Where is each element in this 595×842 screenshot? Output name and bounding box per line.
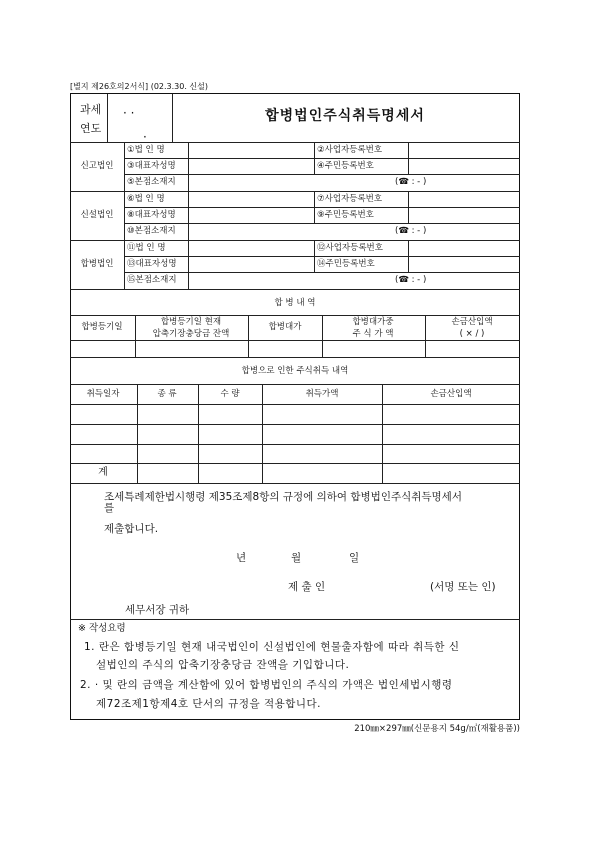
divider	[314, 240, 315, 272]
divider	[262, 384, 263, 483]
divider	[70, 191, 520, 192]
instruction-2b: 제72조제1항제4호 단서의 규정을 적용합니다.	[96, 698, 322, 710]
new-corp-address-label: ⑩본점소재지	[127, 226, 176, 236]
merged-rep-name-label: ⑬대표자성명	[127, 259, 177, 269]
reserve-balance-header-1: 합병등기일 현재	[160, 317, 222, 327]
divider	[124, 142, 125, 289]
date-year-label: 년	[236, 552, 247, 564]
paper-spec: 210㎜×297㎜(신문용지 54g/㎡(재활용품))	[354, 724, 520, 734]
reporter-section-label: 신고법인	[80, 161, 114, 171]
divider	[124, 207, 520, 208]
divider	[322, 315, 323, 357]
divider	[124, 272, 520, 273]
divider	[425, 315, 426, 357]
new-corp-phone: (☎ : - )	[395, 226, 427, 236]
statement-line-1: 조세특례제한법시행령 제35조제8항의 규정에 의하여 합병법인주식취득명세서	[104, 491, 462, 503]
total-row-label: 계	[98, 467, 108, 478]
divider	[70, 357, 520, 358]
new-corp-section-label: 신설법인	[80, 210, 114, 220]
divider	[124, 223, 520, 224]
divider	[70, 340, 520, 341]
divider	[314, 142, 315, 174]
recipient-label: 세무서장 귀하	[125, 604, 190, 616]
instruction-2a: 2. · 및 란의 금액을 계산함에 있어 합병법인의 주식의 가액은 법인세법시행령	[80, 679, 453, 691]
form-label: [별지 제26호의2서식] (02.3.30. 신설)	[70, 82, 209, 91]
acq-type-header: 종 류	[157, 389, 177, 399]
reporter-corp-name-label: ①법 인 명	[127, 145, 165, 155]
divider	[70, 315, 520, 316]
form-title: 합병법인주식취득명세서	[265, 108, 425, 124]
tax-year-dots: · ·	[123, 106, 135, 120]
signature-label: (서명 또는 인)	[430, 581, 496, 593]
divider	[248, 315, 249, 357]
divider	[124, 256, 520, 257]
new-corp-biz-no-label: ⑦사업자등록번호	[317, 194, 383, 204]
divider	[382, 384, 383, 483]
divider	[314, 191, 315, 223]
divider	[408, 142, 409, 174]
divider	[408, 191, 409, 223]
new-corp-rep-name-label: ⑧대표자성명	[127, 210, 176, 220]
submitter-label: 제 출 인	[288, 581, 326, 593]
instruction-1a: 1. 란은 합병등기일 현재 내국법인이 신설법인에 현물출자함에 따라 취득한 신	[84, 641, 460, 653]
merger-details-heading: 합 병 내 역	[274, 298, 316, 308]
reporter-resident-no-label: ④주민등록번호	[317, 161, 374, 171]
divider	[70, 289, 520, 290]
acquisition-heading: 합병으로 인한 주식취득 내역	[241, 366, 349, 376]
tax-year-label-2: 연도	[80, 122, 102, 135]
divider	[70, 240, 520, 241]
divider	[70, 142, 520, 143]
merger-consideration-header: 합병대가	[268, 322, 302, 332]
tax-year-dot: ·	[143, 130, 147, 144]
new-corp-resident-no-label: ⑨주민등록번호	[317, 210, 374, 220]
divider	[70, 619, 520, 620]
stock-value-header-1: 합병대가중	[352, 317, 394, 327]
merged-biz-no-label: ⑫사업자등록번호	[317, 243, 383, 253]
divider	[124, 158, 520, 159]
merged-address-label: ⑮본점소재지	[127, 275, 177, 285]
reporter-biz-no-label: ②사업자등록번호	[317, 145, 383, 155]
acq-quantity-header: 수 량	[220, 389, 240, 399]
divider	[107, 94, 108, 142]
merged-resident-no-label: ⑭주민등록번호	[317, 259, 375, 269]
reserve-balance-header-2: 압축기장충당금 잔액	[152, 329, 230, 339]
acq-date-header: 취득일자	[86, 389, 120, 399]
deductible-header-2: ( × / )	[459, 329, 485, 339]
divider	[172, 94, 173, 142]
divider	[135, 315, 136, 357]
stock-value-header-2: 주 식 가 액	[352, 329, 394, 339]
divider	[124, 174, 520, 175]
merged-phone: (☎ : - )	[395, 275, 427, 285]
merged-section-label: 합병법인	[80, 259, 114, 269]
divider	[137, 384, 138, 483]
tax-year-label-1: 과세	[80, 103, 102, 116]
acq-price-header: 취득가액	[305, 389, 339, 399]
new-corp-name-label: ⑥법 인 명	[127, 194, 165, 204]
date-day-label: 일	[349, 552, 360, 564]
statement-line-2: 제출합니다.	[104, 523, 159, 535]
instructions-heading: ※ 작성요령	[78, 623, 126, 634]
acq-deductible-header: 손금산입액	[430, 389, 472, 399]
divider	[408, 240, 409, 272]
merger-reg-date-header: 합병등기일	[81, 322, 123, 332]
date-month-label: 월	[291, 552, 302, 564]
divider	[70, 483, 520, 484]
divider	[188, 142, 189, 289]
reporter-phone: (☎ : - )	[395, 177, 427, 187]
reporter-rep-name-label: ③대표자성명	[127, 161, 176, 171]
reporter-address-label: ⑤본점소재지	[127, 177, 176, 187]
deductible-header-1: 손금산입액	[451, 317, 493, 327]
merged-corp-name-label: ⑪법 인 명	[127, 243, 166, 253]
instruction-1b: 설법인의 주식의 압축기장충당금 잔액을 기입합니다.	[96, 659, 350, 671]
statement-line-1b: 를	[104, 502, 115, 514]
divider	[198, 384, 199, 483]
